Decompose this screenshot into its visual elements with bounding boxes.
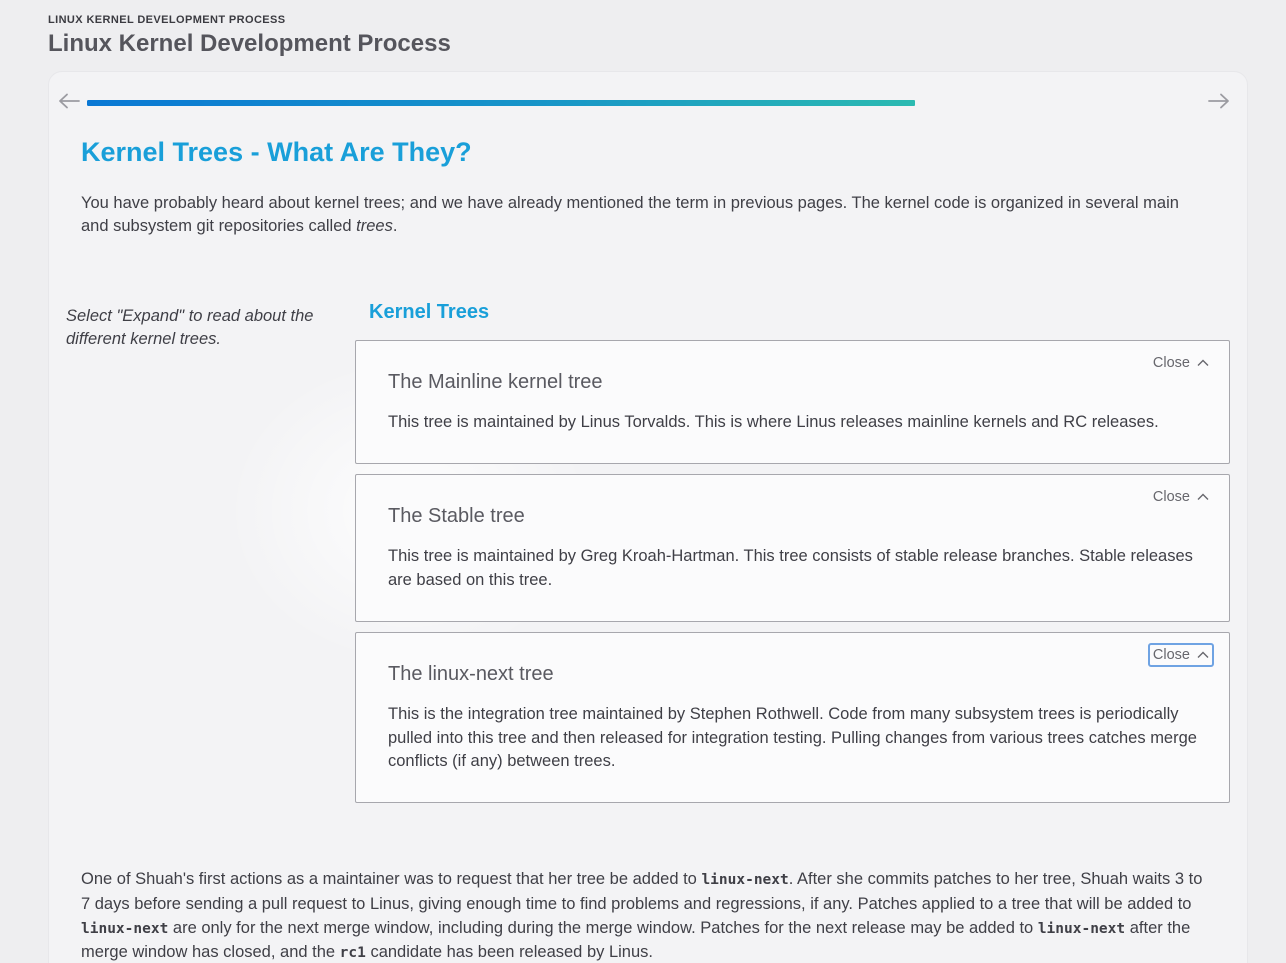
intro-text: You have probably heard about kernel trees; and we have already mentioned the term in previous pages. The kernel code is organized in several main and subsystem git repositories called xyxy=(81,194,1179,236)
intro-text-end: . xyxy=(392,217,398,236)
progress-fill xyxy=(87,100,915,106)
progress-bar xyxy=(87,100,1191,106)
accordion-title: The linux-next tree xyxy=(388,663,554,686)
next-slide-button[interactable] xyxy=(1205,90,1233,115)
accordion-stable-tree xyxy=(355,474,1230,622)
chevron-up-icon xyxy=(1197,493,1209,501)
arrow-left-icon xyxy=(57,92,81,113)
accordion-title: The Mainline kernel tree xyxy=(388,370,603,393)
lesson-card xyxy=(48,71,1248,963)
chevron-up-icon xyxy=(1197,359,1209,367)
accordion-close-button[interactable] xyxy=(1150,353,1212,373)
close-button-label: Close xyxy=(1152,489,1190,506)
accordion-body: This tree is maintained by Greg Kroah-Hartman. This tree consists of stable release branches. Stable releases are based on this tree. xyxy=(388,547,1193,589)
intro-italic-term: trees xyxy=(356,217,393,236)
close-button-label: Close xyxy=(1152,354,1190,371)
accordion-body: This is the integration tree maintained by Stephen Rothwell. Code from many subsystem trees is periodically pulled into this tree and then released for integration testing. Pulling changes from various trees catches merge conflicts (if any) between trees. xyxy=(388,705,1197,770)
chevron-up-icon xyxy=(1197,651,1209,659)
accordion-column xyxy=(355,301,1230,814)
accordion-close-button[interactable] xyxy=(1150,487,1212,507)
page-title: Linux Kernel Development Process xyxy=(48,30,451,57)
intro-paragraph xyxy=(81,192,1209,239)
content-columns xyxy=(49,301,1247,814)
closing-paragraph: One of Shuah's first actions as a maintainer was to request that her tree be added to linux-next. After she commits patches to her tree, Shuah waits 3 to 7 days before sending a pull request to Linus, giving enough time to find problems and regressions, if any. Patches applied to a tree that will be added to linux-next are only for the next merge window, including during the merge window. Patches for the next release may be added to linux-next after the merge window has closed, and the rc1 candidate has been released by Linus. xyxy=(81,870,1203,962)
accordion-title: The Stable tree xyxy=(388,505,525,528)
slide-heading: Kernel Trees - What Are They? xyxy=(81,137,472,167)
accordion-mainline-tree xyxy=(355,340,1230,464)
prev-slide-button[interactable] xyxy=(55,90,83,115)
accordion-body: This tree is maintained by Linus Torvalds. This is where Linus releases mainline kernels and RC releases. xyxy=(388,412,1159,431)
breadcrumb: LINUX KERNEL DEVELOPMENT PROCESS xyxy=(48,14,286,26)
section-heading: Kernel Trees xyxy=(369,300,490,323)
lesson-nav xyxy=(49,72,1247,115)
accordion-close-button[interactable] xyxy=(1150,645,1212,665)
accordion-linux-next-tree xyxy=(355,632,1230,803)
arrow-right-icon xyxy=(1207,92,1231,113)
sidebar-note: Select "Expand" to read about the different kernel trees. xyxy=(66,306,314,348)
page-header xyxy=(0,0,1286,58)
instruction-column xyxy=(66,301,342,814)
close-button-label: Close xyxy=(1152,647,1190,664)
